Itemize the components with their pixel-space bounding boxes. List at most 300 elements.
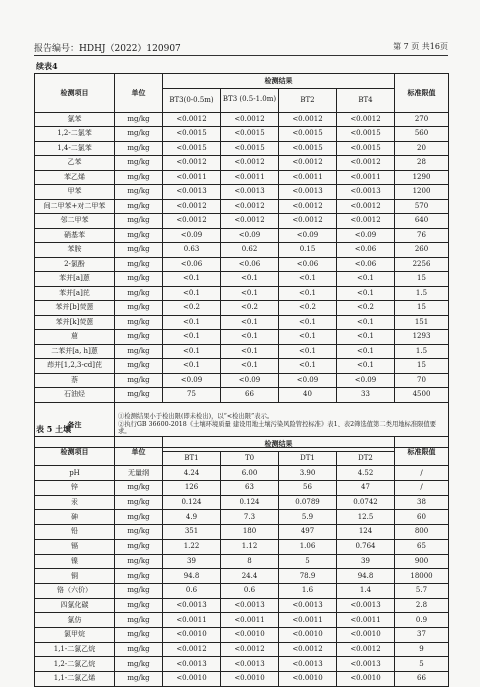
cell-item: 硝基苯 [35,228,115,243]
cell-value: <0.1 [337,315,395,330]
cell-value: 94.8 [337,569,395,584]
t5-header-unit: 单位 [115,437,163,466]
cell-value: 3.90 [279,466,337,481]
cell-value: <0.1 [163,286,221,301]
cell-value: 33 [337,388,395,403]
cell-value: <0.0011 [221,613,279,628]
cell-value: 351 [163,525,221,540]
cell-item: 苯并[k]荧蒽 [35,315,115,330]
cell-limit: 570 [395,199,449,214]
cell-value: 66 [221,388,279,403]
t4-col-3: BT2 [279,88,337,112]
cell-item: 乙苯 [35,156,115,171]
cell-unit: mg/kg [115,373,163,388]
cell-value: <0.1 [337,272,395,287]
cell-unit: mg/kg [115,286,163,301]
table-row [35,127,449,142]
cell-value: <0.0013 [279,598,337,613]
table-row [35,554,449,569]
cell-value: <0.1 [279,330,337,345]
cell-unit: mg/kg [115,228,163,243]
cell-value: <0.0012 [221,199,279,214]
t4-note-label: 备注 [35,402,115,447]
cell-value: 124 [337,525,395,540]
cell-value: 24.4 [221,569,279,584]
table-row [35,598,449,613]
cell-item: 氯甲烷 [35,627,115,642]
cell-limit: 640 [395,214,449,229]
cell-value: <0.0013 [221,657,279,672]
table-row [35,569,449,584]
cell-value: 1.12 [221,539,279,554]
table-row [35,185,449,200]
cell-item: 1,4-二氯苯 [35,141,115,156]
cell-limit: 5 [395,657,449,672]
cell-limit: / [395,481,449,496]
cell-value: <0.0015 [337,141,395,156]
cell-value: <0.0013 [337,657,395,672]
table-row [35,156,449,171]
t4-note-1: ①检测结果小于检出限(即未检出)，以“<检出限”表示。 [118,412,274,420]
cell-item: 镍 [35,554,115,569]
cell-unit: mg/kg [115,583,163,598]
cell-value: 47 [337,481,395,496]
cell-item: 茚并[1,2,3-cd]芘 [35,359,115,374]
cell-unit: mg/kg [115,301,163,316]
cell-value: <0.0012 [279,156,337,171]
cell-value: 0.63 [163,243,221,258]
cell-item: 氯苯 [35,112,115,127]
cell-value: 180 [221,525,279,540]
cell-limit: 66 [395,672,449,687]
cell-item: 苯并[a]蒽 [35,272,115,287]
cell-limit: 15 [395,272,449,287]
cell-value: 4.9 [163,510,221,525]
cell-value: <0.09 [279,228,337,243]
cell-value: <0.0012 [163,642,221,657]
cell-item: 苯胺 [35,243,115,258]
cell-limit: 270 [395,112,449,127]
cell-limit: 70 [395,373,449,388]
table4 [34,73,449,448]
table5 [34,436,449,687]
t4-header-limit: 标准限值 [395,74,449,113]
cell-item: 萘 [35,373,115,388]
t5-body [35,466,449,686]
cell-value: <0.0012 [221,642,279,657]
t4-header-results: 检测结果 [163,74,395,89]
cell-value: 1.22 [163,539,221,554]
cell-unit: mg/kg [115,272,163,287]
cell-value: 126 [163,481,221,496]
cell-value: <0.0013 [221,185,279,200]
cell-value: <0.0013 [163,185,221,200]
cell-value: <0.1 [163,344,221,359]
cell-value: <0.0013 [279,657,337,672]
cell-item: 䓛 [35,330,115,345]
cell-unit: mg/kg [115,315,163,330]
cell-value: <0.0011 [163,170,221,185]
cell-value: 78.9 [279,569,337,584]
cell-limit: 65 [395,539,449,554]
cell-value: <0.1 [221,272,279,287]
cell-value: 75 [163,388,221,403]
table-row [35,510,449,525]
cell-value: <0.1 [221,315,279,330]
table-row [35,330,449,345]
cell-value: 1.4 [337,583,395,598]
t4-header-item: 检测项目 [35,74,115,113]
cell-value: <0.0015 [221,127,279,142]
cell-item: pH [35,466,115,481]
cell-value: <0.0015 [163,127,221,142]
table-row [35,466,449,481]
cell-value: <0.0012 [337,199,395,214]
cell-unit: mg/kg [115,330,163,345]
cell-value: <0.0015 [221,141,279,156]
cell-value: 12.5 [337,510,395,525]
cell-value: <0.1 [337,359,395,374]
cell-limit: 2.8 [395,598,449,613]
cell-value: <0.06 [221,257,279,272]
table-row [35,344,449,359]
cell-value: <0.09 [337,373,395,388]
cell-unit: mg/kg [115,657,163,672]
table-row [35,388,449,403]
cell-value: <0.0012 [221,156,279,171]
t5-header-item: 检测项目 [35,437,115,466]
cell-value: <0.1 [163,359,221,374]
cell-unit: 无量纲 [115,466,163,481]
cell-value: <0.1 [221,286,279,301]
cell-unit: mg/kg [115,127,163,142]
cell-value: <0.0010 [279,672,337,687]
cell-unit: mg/kg [115,539,163,554]
cell-value: <0.1 [163,315,221,330]
cell-limit: 1.5 [395,344,449,359]
cell-value: <0.0012 [221,214,279,229]
t4-col-1: BT3(0-0.5m) [163,88,221,112]
cell-unit: mg/kg [115,495,163,510]
cell-value: <0.0011 [279,613,337,628]
cell-value: <0.0015 [279,127,337,142]
cell-value: 4.52 [337,466,395,481]
cell-value: <0.0012 [163,112,221,127]
cell-item: 镉 [35,539,115,554]
cell-value: <0.0012 [337,642,395,657]
table-row [35,495,449,510]
cell-value: <0.0011 [163,613,221,628]
table-row [35,170,449,185]
cell-item: 四氯化碳 [35,598,115,613]
cell-value: <0.0010 [163,672,221,687]
cell-value: <0.0015 [163,141,221,156]
cell-item: 2-氯酚 [35,257,115,272]
cell-value: <0.2 [163,301,221,316]
cell-unit: mg/kg [115,598,163,613]
cell-item: 铅 [35,525,115,540]
cell-unit: mg/kg [115,388,163,403]
cell-value: <0.0011 [337,170,395,185]
cell-value: <0.09 [163,373,221,388]
cell-item: 汞 [35,495,115,510]
cell-item: 间二甲苯+对二甲苯 [35,199,115,214]
cell-limit: 1.5 [395,286,449,301]
header-rule [34,55,448,56]
table-row [35,257,449,272]
cell-item: 邻二甲苯 [35,214,115,229]
cell-value: <0.1 [279,286,337,301]
cell-unit: mg/kg [115,627,163,642]
table-row [35,359,449,374]
cell-value: 1.06 [279,539,337,554]
cell-value: <0.09 [337,228,395,243]
cell-value: <0.0015 [337,127,395,142]
cell-limit: 560 [395,127,449,142]
cell-unit: mg/kg [115,185,163,200]
cell-value: <0.2 [337,301,395,316]
cell-value: <0.1 [221,330,279,345]
cell-value: 40 [279,388,337,403]
cell-limit: 18000 [395,569,449,584]
cell-limit: 151 [395,315,449,330]
cell-unit: mg/kg [115,569,163,584]
table-row [35,243,449,258]
cell-value: <0.0010 [279,627,337,642]
cell-value: <0.0013 [337,185,395,200]
cell-limit: 76 [395,228,449,243]
cell-value: <0.0013 [279,185,337,200]
cell-unit: mg/kg [115,199,163,214]
cell-value: <0.0012 [163,214,221,229]
cell-value: <0.09 [163,228,221,243]
table4-caption: 续表4 [36,61,58,71]
cell-value: <0.0013 [221,598,279,613]
cell-unit: mg/kg [115,214,163,229]
cell-unit: mg/kg [115,156,163,171]
cell-value: <0.0010 [337,672,395,687]
cell-value: 0.124 [221,495,279,510]
cell-unit: mg/kg [115,613,163,628]
cell-value: <0.0011 [221,170,279,185]
cell-limit: 37 [395,627,449,642]
cell-limit: 28 [395,156,449,171]
t4-col-2: BT3 (0.5-1.0m) [221,88,279,112]
cell-value: 0.6 [163,583,221,598]
cell-value: 0.6 [221,583,279,598]
cell-limit: 38 [395,495,449,510]
cell-value: 0.0789 [279,495,337,510]
cell-value: 0.124 [163,495,221,510]
cell-value: <0.0015 [279,141,337,156]
cell-item: 二苯并[a, h]蒽 [35,344,115,359]
t5-col-4: DT2 [337,451,395,466]
cell-value: <0.1 [221,359,279,374]
cell-value: <0.0012 [337,156,395,171]
table-row [35,525,449,540]
table-row [35,301,449,316]
t5-header-results: 检测结果 [163,437,395,452]
table-row [35,657,449,672]
cell-value: 56 [279,481,337,496]
cell-limit: / [395,466,449,481]
cell-item: 铜 [35,569,115,584]
cell-value: <0.0012 [279,199,337,214]
t4-note-2: ②执行GB 36600-2018《土壤环境质量 建设用地土壤污染风险管控标准》表1、表2筛选值第二类用地标准限值要求。 [118,420,437,436]
cell-value: 0.15 [279,243,337,258]
cell-value: <0.0013 [163,598,221,613]
cell-unit: mg/kg [115,170,163,185]
cell-value: <0.06 [337,257,395,272]
t4-body [35,112,449,402]
cell-item: 1,1-二氯乙烷 [35,642,115,657]
cell-value: <0.06 [337,243,395,258]
cell-value: <0.0012 [163,199,221,214]
cell-item: 1,2-二氯苯 [35,127,115,142]
cell-item: 砷 [35,510,115,525]
cell-value: <0.0010 [337,627,395,642]
table-row [35,583,449,598]
cell-value: 4.24 [163,466,221,481]
cell-unit: mg/kg [115,642,163,657]
cell-value: <0.0012 [337,214,395,229]
cell-unit: mg/kg [115,481,163,496]
cell-value: 63 [221,481,279,496]
cell-value: <0.09 [279,373,337,388]
cell-value: 0.0742 [337,495,395,510]
cell-item: 1,2-二氯乙烷 [35,657,115,672]
cell-item: 苯并[b]荧蒽 [35,301,115,316]
cell-unit: mg/kg [115,344,163,359]
cell-unit: mg/kg [115,257,163,272]
cell-value: 0.764 [337,539,395,554]
cell-unit: mg/kg [115,141,163,156]
page-header [34,41,448,55]
cell-value: <0.1 [337,286,395,301]
cell-value: <0.06 [279,257,337,272]
cell-limit: 0.9 [395,613,449,628]
table-row [35,214,449,229]
cell-limit: 4500 [395,388,449,403]
cell-item: 1,1-二氯乙烯 [35,672,115,687]
cell-value: <0.0012 [163,156,221,171]
cell-limit: 1293 [395,330,449,345]
cell-unit: mg/kg [115,554,163,569]
cell-value: 8 [221,554,279,569]
t4-col-4: BT4 [337,88,395,112]
t5-col-2: T0 [221,451,279,466]
cell-limit: 20 [395,141,449,156]
cell-value: <0.0012 [279,214,337,229]
t4-header-unit: 单位 [115,74,163,113]
cell-limit: 9 [395,642,449,657]
cell-value: <0.1 [279,359,337,374]
cell-value: <0.1 [279,272,337,287]
table-row [35,315,449,330]
cell-value: <0.2 [221,301,279,316]
table-row [35,642,449,657]
cell-value: 5.9 [279,510,337,525]
table-row [35,286,449,301]
cell-value: <0.0011 [337,613,395,628]
cell-item: 氯仿 [35,613,115,628]
cell-limit: 260 [395,243,449,258]
cell-value: <0.09 [221,228,279,243]
cell-value: <0.1 [163,272,221,287]
cell-value: 1.6 [279,583,337,598]
cell-value: <0.1 [279,315,337,330]
cell-value: 7.3 [221,510,279,525]
cell-value: 39 [337,554,395,569]
cell-value: 94.8 [163,569,221,584]
cell-limit: 1290 [395,170,449,185]
cell-value: <0.1 [279,344,337,359]
cell-unit: mg/kg [115,359,163,374]
page-number: 第 7 页 共16页 [393,42,448,51]
table-row [35,481,449,496]
cell-value: <0.0013 [337,598,395,613]
cell-item: 甲苯 [35,185,115,200]
cell-unit: mg/kg [115,525,163,540]
cell-value: 5 [279,554,337,569]
cell-value: <0.0012 [279,642,337,657]
cell-item: 锌 [35,481,115,496]
cell-limit: 1200 [395,185,449,200]
cell-limit: 5.7 [395,583,449,598]
cell-limit: 900 [395,554,449,569]
cell-limit: 2256 [395,257,449,272]
cell-value: <0.0012 [337,112,395,127]
cell-limit: 15 [395,359,449,374]
cell-unit: mg/kg [115,112,163,127]
cell-unit: mg/kg [115,510,163,525]
cell-value: 39 [163,554,221,569]
table-row [35,199,449,214]
cell-value: <0.0010 [221,627,279,642]
cell-item: 苯乙烯 [35,170,115,185]
t5-col-3: DT1 [279,451,337,466]
t5-col-1: BT1 [163,451,221,466]
cell-unit: mg/kg [115,243,163,258]
t5-header-limit: 标准限值 [395,437,449,466]
table-row [35,627,449,642]
table-row [35,112,449,127]
cell-value: <0.0012 [279,112,337,127]
cell-item: 石油烃 [35,388,115,403]
table-row [35,272,449,287]
cell-value: 6.00 [221,466,279,481]
cell-item: 苯并[a]芘 [35,286,115,301]
cell-limit: 800 [395,525,449,540]
cell-value: <0.06 [163,257,221,272]
cell-value: <0.0013 [163,657,221,672]
cell-unit: mg/kg [115,672,163,687]
cell-item: 铬（六价） [35,583,115,598]
cell-value: <0.1 [163,330,221,345]
table-row [35,228,449,243]
table-row [35,539,449,554]
report-number: 报告编号：HDHJ（2022）120907 [34,44,181,54]
cell-value: <0.0012 [221,112,279,127]
cell-value: 0.62 [221,243,279,258]
cell-value: <0.0011 [279,170,337,185]
cell-value: <0.0010 [221,672,279,687]
table5-caption: 表 5 土壤 [36,424,72,434]
table-row [35,141,449,156]
cell-value: <0.09 [221,373,279,388]
cell-value: <0.0010 [163,627,221,642]
cell-value: <0.1 [337,344,395,359]
